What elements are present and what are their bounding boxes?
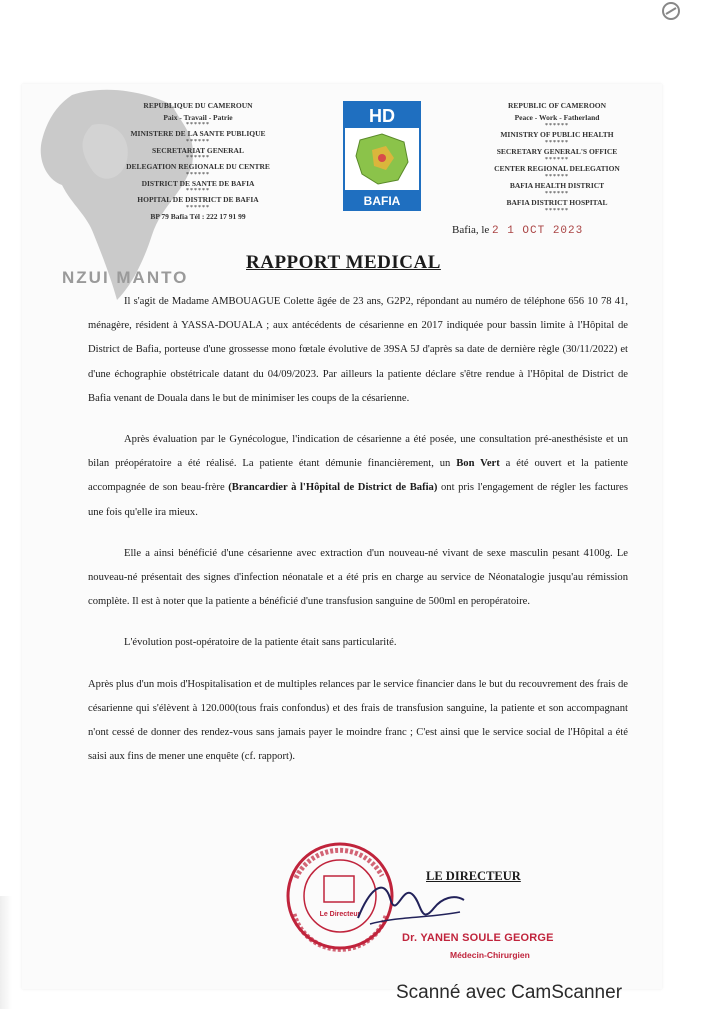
header-right-line: REPUBLIC OF CAMEROON: [507, 101, 607, 110]
bold-text: (Brancardier à l'Hôpital de District de Bafia): [228, 482, 438, 494]
hospital-logo: [342, 100, 422, 212]
separator: ******: [186, 188, 210, 194]
page-title: RAPPORT MEDICAL: [246, 252, 441, 273]
header-right-line: Peace - Work - Fatherland: [514, 113, 600, 122]
header-left-line: MINISTERE DE LA SANTE PUBLIQUE: [130, 129, 266, 138]
header-right-line: SECRETARY GENERAL'S OFFICE: [496, 147, 618, 156]
text-run: ont pris l'engagement de régler les factures une fois qu'elle ira mieux.: [88, 482, 628, 518]
separator: ******: [186, 171, 210, 178]
paragraph-evaluation: [88, 428, 628, 525]
header-left-line: DISTRICT DE SANTE DE BAFIA: [141, 178, 255, 188]
paragraph-evolution: L'évolution post-opératoire de la patiente était sans particularité.: [124, 637, 397, 649]
doctor-name: Dr. YANEN SOULE GEORGE: [402, 932, 554, 944]
header-left-line: Paix - Travail - Patrie: [163, 112, 233, 122]
date-stamp: 2 1 OCT 2023: [492, 225, 584, 237]
header-right-line: CENTER REGIONAL DELEGATION: [494, 164, 620, 173]
left-edge-shadow: [0, 896, 12, 1009]
separator: ******: [186, 155, 210, 161]
header-right-line: BAFIA DISTRICT HOSPITAL: [506, 198, 608, 207]
report-body: [88, 290, 628, 786]
separator: ******: [545, 140, 569, 146]
separator: ******: [545, 208, 569, 214]
separator: ******: [545, 174, 569, 180]
paragraph-surgery: Elle a ainsi bénéficié d'une césarienne avec extraction d'un nouveau-né vivant de sexe masculin pesant 4100g. Le nouveau-né présentait des signes d'infection néonatale et a été pris en charge au service de Néonatalogie jusqu'au rémission complète. Il est à noter que la patiente a bénéficié d'une transfusion sanguine de 500ml en peropératoire.: [88, 547, 628, 608]
paragraph-payment: Après plus d'un mois d'Hospitalisation et de multiples relances par le service financier dans le but du recouvrement des frais de césarienne qui s'élèvent à 120.000(tous frais confondus) et des frais de transfusion sanguine, la patiente et son accompagnant n'ont cessé de donner des rendez-vous sans jamais payer le moindre franc ; C'est ainsi que le service social de l'Hôpital a été saisi aux fins de mener une enquête (cf. rapport).: [88, 678, 628, 763]
bold-text: Bon Vert: [456, 458, 500, 470]
date-label: Bafia, le: [452, 224, 490, 236]
logo-top-text: HD: [369, 106, 395, 126]
header-left-line: HOPITAL DE DISTRICT DE BAFIA: [137, 195, 259, 204]
header-left-line: REPUBLIQUE DU CAMEROUN: [143, 101, 253, 110]
header-right-line: BAFIA HEALTH DISTRICT: [509, 181, 605, 190]
header-left-line: DELEGATION REGIONALE DU CENTRE: [126, 162, 270, 171]
doctor-role: Médecin-Chirurgien: [450, 950, 530, 960]
separator: ******: [545, 123, 569, 129]
separator: ******: [186, 204, 210, 211]
text-run: Après évaluation par le Gynécologue, l'indication de césarienne a été posée, une consultation pré-anesthésiste et un bilan préopératoire a été réalisé. La patiente étant démunie financièrement, un: [88, 434, 628, 470]
watermark-text: NZUI MANTO: [62, 268, 189, 287]
text-run: a été ouvert et la patiente accompagnée de son beau-frère: [88, 458, 628, 494]
signature-heading: LE DIRECTEUR: [426, 869, 521, 883]
separator: ******: [186, 122, 210, 128]
logo-bottom-text: BAFIA: [363, 194, 401, 208]
separator: ******: [186, 138, 210, 145]
header-left-line: SECRETARIAT GENERAL: [152, 145, 244, 155]
scanner-footer: Scanné avec CamScanner: [396, 982, 623, 1003]
separator: ******: [545, 191, 569, 197]
seal-text: Le Directeur: [319, 911, 361, 918]
header-left-line: BP 79 Bafia Tél : 222 17 91 99: [150, 211, 246, 221]
no-entry-icon: [660, 0, 682, 22]
header-right-block: [462, 100, 652, 214]
document-date: [452, 224, 583, 237]
header-right-line: MINISTRY OF PUBLIC HEALTH: [500, 130, 614, 139]
paragraph-patient-info: Il s'agit de Madame AMBOUAGUE Colette âgée de 23 ans, G2P2, répondant au numéro de téléphone 656 10 78 41, ménagère, résident à YASSA-DOUALA ; aux antécédents de césarienne en 2017 indiquée pour bassin limite à l'Hôpital de District de Bafia, porteuse d'une grossesse mono fœtale évolutive de 39SA 5J d'après sa date de dernière règle (30/11/2022) et d'une échographie obstétricale datant du 04/09/2023. Par ailleurs la patiente déclare s'être rendue à l'Hôpital de District de Bafia venant de Douala dans le but de minimiser les coups de la césarienne.: [88, 296, 628, 404]
header-left-block: [108, 100, 288, 222]
separator: ******: [545, 157, 569, 163]
